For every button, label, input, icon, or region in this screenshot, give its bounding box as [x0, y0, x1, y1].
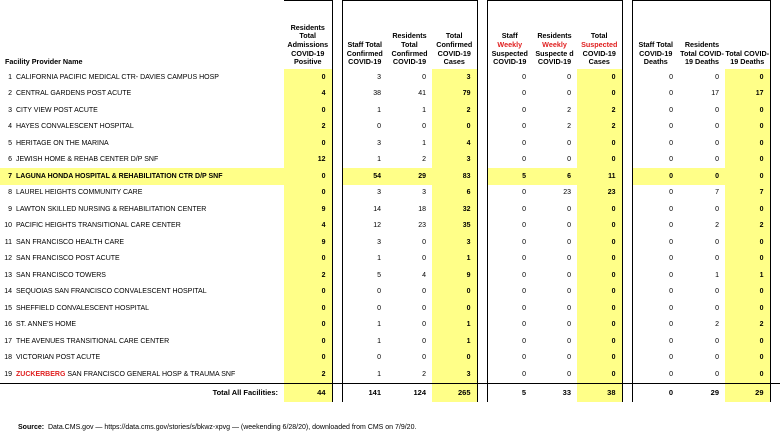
- cell-value: 2: [422, 156, 426, 164]
- cell-value: 0: [567, 304, 571, 312]
- cell-value: 0: [577, 317, 622, 334]
- facility-name-text: THE AVENUES TRANSITIONAL CARE CENTER: [16, 337, 170, 345]
- cell-value: 0: [567, 90, 571, 98]
- cell-value: 0: [715, 255, 719, 263]
- cell-value: 0: [567, 354, 571, 362]
- cell-value: 0: [715, 123, 719, 131]
- cell-value: 1: [422, 106, 426, 114]
- cell-value: 0: [567, 255, 571, 263]
- facility-name: [14, 350, 284, 367]
- cell-value: 0: [422, 288, 426, 296]
- cell-value: 0: [567, 271, 571, 279]
- cell-value: 0: [577, 251, 622, 268]
- facility-name-text: CALIFORNIA PACIFIC MEDICAL CTR- DAVIES CAMPUS HOSP: [16, 73, 219, 81]
- cell-value: 9: [284, 201, 332, 218]
- row-number: 4: [8, 123, 12, 131]
- cell-value: 0: [377, 304, 381, 312]
- table-row: [0, 300, 780, 317]
- cell-value: 0: [522, 73, 526, 81]
- cell-value: 0: [725, 350, 770, 367]
- cell-value: 3: [377, 189, 381, 197]
- cell-value: 23: [577, 185, 622, 202]
- cell-value: 0: [725, 300, 770, 317]
- cell-value: 12: [373, 222, 381, 230]
- cell-value: 0: [669, 73, 673, 81]
- cell-value: 0: [725, 333, 770, 350]
- facility-name-text: LAWTON SKILLED NURSING & REHABILITATION CENTER: [16, 205, 207, 213]
- cell-value: 0: [377, 288, 381, 296]
- totals-row: [0, 383, 780, 402]
- cell-value: 124: [413, 387, 426, 397]
- cell-value: 0: [522, 288, 526, 296]
- cell-value: 17: [725, 86, 770, 103]
- res-confirmed-header: Residents Total Confirmed COVID-19: [387, 1, 432, 70]
- cell-value: 0: [577, 234, 622, 251]
- cell-value: 0: [522, 238, 526, 246]
- row-number: 10: [4, 222, 12, 230]
- cell-value: 0: [725, 234, 770, 251]
- row-number: 6: [8, 156, 12, 164]
- cell-value: 0: [669, 205, 673, 213]
- table-row: [0, 168, 780, 185]
- cell-value: 0: [377, 123, 381, 131]
- cell-value: 0: [522, 271, 526, 279]
- source-text: Data.CMS.gov — https://data.cms.gov/stories/s/bkwz-xpvg — (weekending 6/28/20), downloaded from CMS on 7/9/20.: [47, 424, 417, 431]
- facility-name: [14, 284, 284, 301]
- table-row: [0, 317, 780, 334]
- row-number: 13: [4, 271, 12, 279]
- cell-value: 35: [432, 218, 477, 235]
- cell-value: 2: [577, 119, 622, 136]
- cell-value: 0: [669, 288, 673, 296]
- source-note: [18, 424, 416, 431]
- res-deaths-header: Residents Total COVID-19 Deaths: [679, 1, 725, 70]
- cell-value: 0: [725, 251, 770, 268]
- cell-value: 0: [725, 119, 770, 136]
- cell-value: 44: [284, 383, 332, 402]
- cell-value: 0: [284, 135, 332, 152]
- facility-name-text: VICTORIAN POST ACUTE: [16, 354, 101, 362]
- cell-value: 2: [725, 317, 770, 334]
- cell-value: 29: [387, 168, 432, 185]
- cell-value: 0: [725, 152, 770, 169]
- staff-suspected-header: Staff Weekly Suspected COVID-19: [487, 1, 532, 70]
- facility-name: [14, 119, 284, 136]
- cell-value: 3: [422, 189, 426, 197]
- cell-value: 0: [284, 300, 332, 317]
- source-label: Source:: [18, 424, 45, 431]
- cell-value: 38: [373, 90, 381, 98]
- cell-value: 1: [377, 321, 381, 329]
- cell-value: 0: [577, 152, 622, 169]
- cell-value: 1: [725, 267, 770, 284]
- facility-name: [14, 218, 284, 235]
- cell-value: 0: [284, 317, 332, 334]
- facility-name: [14, 168, 284, 185]
- cell-value: 2: [567, 106, 571, 114]
- cell-value: 2: [432, 102, 477, 119]
- cell-value: 0: [715, 73, 719, 81]
- table-row: [0, 234, 780, 251]
- cell-value: 0: [522, 189, 526, 197]
- cell-value: 1: [432, 251, 477, 268]
- cell-value: 18: [418, 205, 426, 213]
- facility-name: [14, 333, 284, 350]
- facility-name: [14, 152, 284, 169]
- facility-name-text: SEQUOIAS SAN FRANCISCO CONVALESCENT HOSPITAL: [16, 288, 207, 296]
- cell-value: 2: [387, 366, 432, 383]
- table-row: [0, 333, 780, 350]
- row-number: 15: [4, 304, 12, 312]
- cell-value: 0: [577, 284, 622, 301]
- row-number: 18: [4, 354, 12, 362]
- facility-name: [14, 234, 284, 251]
- cell-value: 0: [284, 284, 332, 301]
- facility-name-text: CITY VIEW POST ACUTE: [16, 106, 98, 114]
- cell-value: 0: [422, 73, 426, 81]
- table-row: [0, 350, 780, 367]
- total-confirmed-header: Total Confirmed COVID-19 Cases: [432, 1, 477, 70]
- cell-value: 0: [577, 135, 622, 152]
- table-row: [0, 185, 780, 202]
- facility-name-text: SAN FRANCISCO HEALTH CARE: [16, 238, 124, 246]
- row-number: 17: [4, 337, 12, 345]
- cell-value: 2: [284, 119, 332, 136]
- cell-value: 3: [377, 73, 381, 81]
- header-row: [0, 1, 780, 70]
- cell-value: 0: [522, 205, 526, 213]
- cell-value: 3: [432, 366, 477, 383]
- cell-value: 0: [725, 366, 770, 383]
- row-number: 9: [8, 205, 12, 213]
- cell-value: 4: [284, 218, 332, 235]
- cell-value: 0: [284, 102, 332, 119]
- cell-value: 0: [422, 337, 426, 345]
- cell-value: 0: [522, 222, 526, 230]
- cell-value: 141: [368, 387, 381, 397]
- table-row: [0, 119, 780, 136]
- cell-value: 0: [725, 284, 770, 301]
- cell-value: 0: [632, 366, 679, 383]
- cell-value: 0: [669, 123, 673, 131]
- facility-name-prefix: ZUCKERBERG: [16, 370, 66, 378]
- cell-value: 29: [710, 387, 719, 397]
- cell-value: 0: [715, 156, 719, 164]
- cell-value: 4: [432, 135, 477, 152]
- facility-name-text: ST. ANNE'S HOME: [16, 321, 77, 329]
- total-suspected-header: Total Suspected COVID-19 Cases: [577, 1, 622, 70]
- facility-header: Facility Provider Name: [5, 57, 83, 67]
- cell-value: 3: [432, 69, 477, 86]
- facility-name-text: JEWISH HOME & REHAB CENTER D/P SNF: [16, 156, 159, 164]
- cell-value: 4: [284, 86, 332, 103]
- cell-value: 5: [487, 168, 532, 185]
- cell-value: 0: [522, 156, 526, 164]
- row-number: 5: [8, 139, 12, 147]
- cell-value: 0: [377, 354, 381, 362]
- cell-value: 0: [567, 156, 571, 164]
- staff-deaths-header: Staff Total COVID-19 Deaths: [632, 1, 679, 70]
- cell-value: 1: [432, 317, 477, 334]
- row-number: 12: [4, 255, 12, 263]
- cell-value: 2: [715, 321, 719, 329]
- cell-value: 0: [567, 288, 571, 296]
- cell-value: 0: [669, 189, 673, 197]
- cell-value: 1: [432, 333, 477, 350]
- row-number: 11: [4, 238, 12, 246]
- cell-value: 2: [715, 222, 719, 230]
- cell-value: 2: [284, 267, 332, 284]
- facility-name-text: CENTRAL GARDENS POST ACUTE: [16, 90, 132, 98]
- facility-name: [14, 201, 284, 218]
- cell-value: 0: [577, 69, 622, 86]
- cell-value: 2: [567, 123, 571, 131]
- cell-value: 0: [669, 321, 673, 329]
- cell-value: 6: [532, 168, 577, 185]
- cell-value: 0: [715, 304, 719, 312]
- cell-value: 29: [725, 383, 770, 402]
- cell-value: 0: [669, 90, 673, 98]
- cell-value: 1: [342, 366, 387, 383]
- facility-name: [14, 69, 284, 86]
- cell-value: 0: [725, 69, 770, 86]
- cell-value: 0: [432, 300, 477, 317]
- cell-value: 0: [668, 387, 673, 397]
- cell-value: 0: [567, 337, 571, 345]
- res-admissions-header: Residents Total Admissions COVID-19 Positive: [284, 1, 332, 70]
- cell-value: 0: [669, 271, 673, 279]
- cell-value: 17: [711, 90, 719, 98]
- facility-name-text: SAN FRANCISCO TOWERS: [16, 271, 106, 279]
- cell-value: 0: [632, 168, 679, 185]
- row-number: 7: [0, 168, 14, 185]
- row-number: 1: [8, 73, 12, 81]
- cell-value: 0: [669, 139, 673, 147]
- cell-value: 0: [532, 366, 577, 383]
- cell-value: 12: [284, 152, 332, 169]
- facility-name-text: LAGUNA HONDA HOSPITAL & REHABILITATION CTR D/P SNF: [16, 172, 223, 180]
- table-row: [0, 86, 780, 103]
- cell-value: 0: [284, 333, 332, 350]
- cell-value: 0: [725, 135, 770, 152]
- cell-value: 0: [715, 337, 719, 345]
- cell-value: 0: [669, 354, 673, 362]
- res-suspected-header: Residents Weekly Suspecte d COVID-19: [532, 1, 577, 70]
- row-number: 16: [4, 321, 12, 329]
- cell-value: 3: [432, 152, 477, 169]
- cell-value: 0: [522, 255, 526, 263]
- cell-value: 0: [577, 333, 622, 350]
- facility-name: [14, 251, 284, 268]
- facility-name: [14, 300, 284, 317]
- cell-value: 2: [577, 102, 622, 119]
- cell-value: 0: [422, 321, 426, 329]
- facility-name: [14, 366, 284, 383]
- cell-value: 1: [422, 139, 426, 147]
- table-row: [0, 201, 780, 218]
- cell-value: 0: [669, 304, 673, 312]
- cell-value: 0: [725, 201, 770, 218]
- cell-value: 0: [567, 205, 571, 213]
- cell-value: 0: [577, 201, 622, 218]
- cell-value: 0: [715, 205, 719, 213]
- cell-value: 33: [562, 387, 571, 397]
- cell-value: 4: [422, 271, 426, 279]
- cell-value: 0: [422, 304, 426, 312]
- cell-value: 54: [342, 168, 387, 185]
- cell-value: 0: [284, 251, 332, 268]
- cell-value: 0: [715, 238, 719, 246]
- table-row: [0, 218, 780, 235]
- cell-value: 0: [422, 354, 426, 362]
- cell-value: 0: [577, 86, 622, 103]
- cell-value: 1: [715, 271, 719, 279]
- cell-value: 7: [725, 185, 770, 202]
- cell-value: 0: [284, 185, 332, 202]
- cell-value: 0: [567, 139, 571, 147]
- cell-value: 9: [432, 267, 477, 284]
- cell-value: 32: [432, 201, 477, 218]
- facility-name: [14, 317, 284, 334]
- cell-value: 0: [725, 102, 770, 119]
- cell-value: 0: [522, 90, 526, 98]
- cell-value: 265: [432, 383, 477, 402]
- cell-value: 79: [432, 86, 477, 103]
- cell-value: 1: [377, 156, 381, 164]
- cell-value: 83: [432, 168, 477, 185]
- table-row: [0, 152, 780, 169]
- cell-value: 0: [725, 168, 770, 185]
- table-row: [0, 102, 780, 119]
- row-number: 2: [8, 90, 12, 98]
- facility-name: [14, 102, 284, 119]
- facility-name-text: LAUREL HEIGHTS COMMUNITY CARE: [16, 189, 143, 197]
- cell-value: 0: [715, 106, 719, 114]
- facility-name-text: SHEFFIELD CONVALESCENT HOSPITAL: [16, 304, 150, 312]
- cell-value: 0: [577, 350, 622, 367]
- facility-name: [14, 185, 284, 202]
- cell-value: 0: [567, 222, 571, 230]
- cell-value: 0: [577, 300, 622, 317]
- cell-value: 0: [522, 123, 526, 131]
- cell-value: 5: [521, 387, 526, 397]
- cell-value: 0: [284, 69, 332, 86]
- cell-value: 0: [715, 354, 719, 362]
- cell-value: 0: [567, 321, 571, 329]
- cell-value: 23: [563, 189, 571, 197]
- cell-value: 0: [487, 366, 532, 383]
- cell-value: 7: [715, 189, 719, 197]
- cell-value: 6: [432, 185, 477, 202]
- cell-value: 0: [422, 123, 426, 131]
- cell-value: 38: [577, 383, 622, 402]
- cell-value: 41: [418, 90, 426, 98]
- cell-value: 0: [669, 106, 673, 114]
- cell-value: 23: [418, 222, 426, 230]
- cell-value: 9: [284, 234, 332, 251]
- cell-value: 0: [577, 218, 622, 235]
- facility-name-text: PACIFIC HEIGHTS TRANSITIONAL CARE CENTER: [16, 222, 181, 230]
- facility-name-text: HAYES CONVALESCENT HOSPITAL: [16, 123, 134, 131]
- cell-value: 0: [422, 238, 426, 246]
- table-row: [0, 366, 780, 383]
- cell-value: 0: [522, 337, 526, 345]
- table-row: [0, 69, 780, 86]
- cell-value: 14: [373, 205, 381, 213]
- cell-value: 0: [522, 304, 526, 312]
- table-row: [0, 135, 780, 152]
- cell-value: 0: [432, 119, 477, 136]
- facility-name-text: SAN FRANCISCO GENERAL HOSP & TRAUMA SNF: [65, 370, 236, 378]
- cell-value: 0: [715, 288, 719, 296]
- totals-label: Total All Facilities:: [212, 387, 278, 397]
- row-number: 8: [8, 189, 12, 197]
- cell-value: 0: [679, 366, 725, 383]
- row-number: 3: [8, 106, 12, 114]
- cell-value: 0: [577, 366, 622, 383]
- cell-value: 0: [669, 238, 673, 246]
- cell-value: 0: [669, 337, 673, 345]
- table-row: [0, 251, 780, 268]
- cell-value: 3: [432, 234, 477, 251]
- facility-name-text: HERITAGE ON THE MARINA: [16, 139, 109, 147]
- cell-value: 0: [522, 139, 526, 147]
- staff-confirmed-header: Staff Total Confirmed COVID-19: [342, 1, 387, 70]
- cell-value: 0: [669, 156, 673, 164]
- cell-value: 0: [522, 321, 526, 329]
- cell-value: 2: [725, 218, 770, 235]
- row-number: 19: [0, 366, 14, 383]
- cell-value: 1: [377, 106, 381, 114]
- cell-value: 0: [679, 168, 725, 185]
- cell-value: 0: [567, 238, 571, 246]
- cell-value: 0: [422, 255, 426, 263]
- cell-value: 0: [432, 284, 477, 301]
- facility-name: [14, 86, 284, 103]
- cell-value: 0: [522, 106, 526, 114]
- table-row: [0, 267, 780, 284]
- table-row: [0, 284, 780, 301]
- row-number: 14: [4, 288, 12, 296]
- cell-value: 1: [377, 255, 381, 263]
- cell-value: 11: [577, 168, 622, 185]
- cell-value: 0: [669, 222, 673, 230]
- cell-value: 2: [284, 366, 332, 383]
- cell-value: 0: [577, 267, 622, 284]
- cell-value: 3: [377, 238, 381, 246]
- cell-value: 0: [715, 139, 719, 147]
- cell-value: 0: [432, 350, 477, 367]
- cell-value: 3: [377, 139, 381, 147]
- cell-value: 0: [567, 73, 571, 81]
- cell-value: 1: [377, 337, 381, 345]
- cell-value: 0: [669, 255, 673, 263]
- facility-name: [14, 135, 284, 152]
- cell-value: 0: [522, 354, 526, 362]
- cell-value: 0: [284, 350, 332, 367]
- cell-value: 5: [377, 271, 381, 279]
- facility-name: [14, 267, 284, 284]
- cell-value: 0: [284, 168, 332, 185]
- total-deaths-header: Total COVID-19 Deaths: [725, 1, 770, 70]
- facility-name-text: SAN FRANCISCO POST ACUTE: [16, 255, 120, 263]
